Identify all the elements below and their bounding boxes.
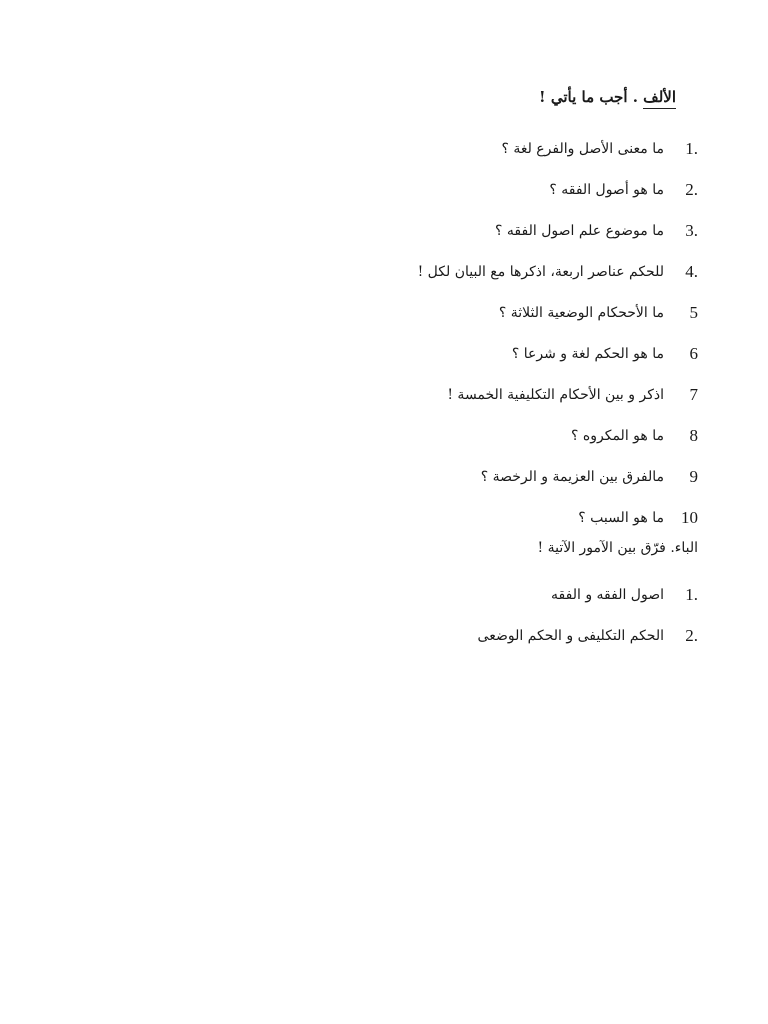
question-number: 9 (689, 466, 698, 486)
question-number: 6 (689, 343, 698, 363)
question-item (278, 374, 698, 415)
distinction-item (278, 615, 698, 656)
question-number: 2. (685, 179, 698, 199)
question-item (278, 456, 698, 497)
question-item (278, 169, 698, 210)
question-item (278, 497, 698, 538)
question-number: 8 (689, 425, 698, 445)
question-item (278, 333, 698, 374)
distinction-item (278, 574, 698, 615)
distinction-number: 1. (685, 584, 698, 604)
question-text: ما الأححكام الوضعية الثلاثة ؟ (498, 304, 664, 321)
question-number: 4. (685, 261, 698, 281)
question-text: ما معنى الأصل والفرع لغة ؟ (501, 140, 664, 157)
question-number: 3. (685, 220, 698, 240)
question-text: ما هو المكروه ؟ (571, 427, 664, 444)
question-text: اذكر و بين الأحكام التكليفية الخمسة ! (447, 386, 664, 403)
section-a-heading (539, 88, 676, 106)
question-text: للحكم عناصر اربعة، اذكرها مع البيان لكل ! (417, 263, 664, 280)
question-number: 5 (689, 302, 698, 322)
question-number: 7 (689, 384, 698, 404)
question-item (278, 128, 698, 169)
question-text: ما هو الحكم لغة و شرعا ؟ (511, 345, 664, 362)
section-a-title-rest: . أجب ما يأتي ! (539, 88, 644, 106)
section-b-heading: الباء. فرّق بين الآمور الآتية ! (537, 540, 698, 556)
question-text: مالفرق بين العزيمة و الرخصة ؟ (480, 468, 664, 485)
question-item (278, 292, 698, 333)
distinction-text: اصول الفقه و الفقه (551, 586, 664, 603)
question-text: ما هو أصول الفقه ؟ (549, 181, 664, 198)
distinction-text: الحكم التكليفى و الحكم الوضعى (477, 627, 664, 644)
question-number: 10 (681, 507, 698, 527)
question-list (278, 128, 698, 538)
question-item (278, 415, 698, 456)
question-text: ما موضوع علم اصول الفقه ؟ (495, 222, 664, 239)
distinction-list (278, 574, 698, 656)
question-item (278, 210, 698, 251)
distinction-number: 2. (685, 625, 698, 645)
question-number: 1. (685, 138, 698, 158)
question-text: ما هو السبب ؟ (578, 509, 664, 526)
question-item (278, 251, 698, 292)
section-a-title-word: الألف (643, 88, 676, 109)
